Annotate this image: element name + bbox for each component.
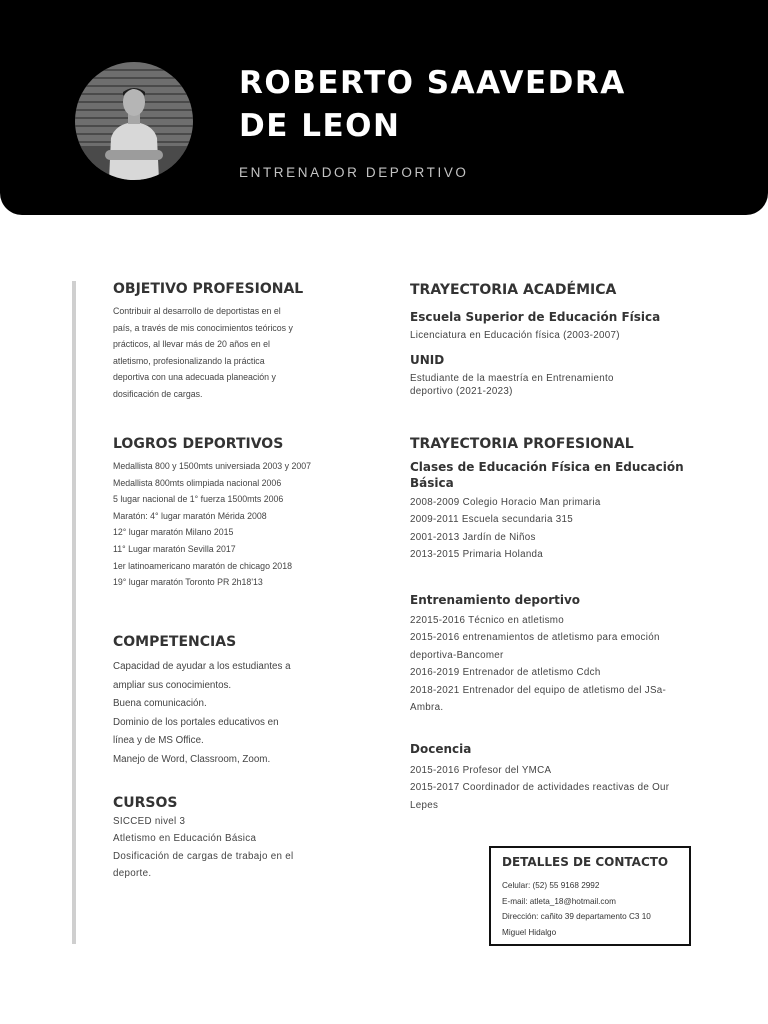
competencias-title: COMPETENCIAS	[113, 634, 237, 650]
entrenamiento-line: 2018-2021 Entrenador del equipo de atletismo del JSa-	[410, 684, 667, 696]
candidate-name	[239, 62, 626, 148]
clases-title-line: Básica	[410, 476, 454, 490]
academica-school-2: UNID	[410, 353, 445, 367]
competencia-line: Capacidad de ayudar a los estudiantes a	[113, 661, 291, 672]
academica-title: TRAYECTORIA ACADÉMICA	[410, 282, 617, 298]
objetivo-line: país, a través de mis conocimientos teóricos y	[113, 322, 293, 333]
logro-item: 12° lugar maratón Milano 2015	[113, 527, 234, 538]
curso-line: SICCED nivel 3	[113, 816, 186, 827]
job-title: ENTRENADOR DEPORTIVO	[239, 165, 469, 180]
cursos-title: CURSOS	[113, 795, 178, 811]
cursos-text	[113, 813, 294, 883]
competencia-line: Manejo de Word, Classroom, Zoom.	[113, 753, 271, 765]
entrenamiento-text	[410, 612, 666, 716]
logro-item: 19° lugar maratón Toronto PR 2h18'13	[113, 577, 263, 588]
logro-item: Medallista 800 y 1500mts universiada 2003 y 2007	[113, 461, 312, 471]
objetivo-line: deportiva con una adecuada planeación y	[113, 372, 276, 383]
clases-item: 2001-2013 Jardín de Niños	[410, 531, 536, 543]
objetivo-line: Contribuir al desarrollo de deportistas en el	[113, 306, 281, 316]
logro-item: 1er latinoamericano maratón de chicago 2018	[113, 560, 292, 571]
clases-item: 2008-2009 Colegio Horacio Man primaria	[410, 497, 601, 508]
entrenamiento-line: Ambra.	[410, 702, 444, 714]
vertical-divider	[72, 281, 76, 944]
school-2-line: deportivo (2021-2023)	[410, 386, 513, 397]
clases-list	[410, 494, 601, 564]
contacto-address: Dirección: cañito 39 departamento C3 10	[502, 912, 651, 922]
logros-title: LOGROS DEPORTIVOS	[113, 436, 284, 452]
docencia-line: 2015-2016 Profesor del YMCA	[410, 765, 552, 776]
competencia-line: línea y de MS Office.	[113, 735, 204, 746]
docencia-text	[410, 762, 669, 814]
objetivo-title: OBJETIVO PROFESIONAL	[113, 281, 304, 297]
competencias-text	[113, 658, 291, 769]
docencia-title: Docencia	[410, 742, 472, 756]
clases-item: 2009-2011 Escuela secundaria 315	[410, 514, 574, 526]
academica-school-1: Escuela Superior de Educación Física	[410, 310, 661, 324]
curso-line: Atletismo en Educación Básica	[113, 833, 257, 845]
contacto-email: E-mail: atleta_18@hotmail.com	[502, 896, 616, 906]
entrenamiento-line: 2015-2016 entrenamientos de atletismo para emoción	[410, 632, 660, 644]
header-banner	[0, 0, 768, 215]
logros-list	[113, 458, 311, 591]
objetivo-line: prácticos, al llevar más de 20 años en el	[113, 339, 270, 350]
logro-item: Medallista 800mts olimpiada nacional 2006	[113, 477, 282, 488]
curso-line: Dosificación de cargas de trabajo en el	[113, 850, 294, 862]
docencia-line: Lepes	[410, 799, 439, 811]
academica-school-2-detail	[410, 372, 614, 398]
docencia-line: 2015-2017 Coordinador de actividades reactivas de Our	[410, 782, 670, 794]
logro-item: 11° Lugar maratón Sevilla 2017	[113, 543, 236, 554]
objetivo-line: dosificación de cargas.	[113, 388, 203, 399]
objetivo-text	[113, 303, 293, 403]
objetivo-line: atletismo, profesionalizando la práctica	[113, 355, 265, 366]
profesional-title: TRAYECTORIA PROFESIONAL	[410, 436, 634, 452]
entrenamiento-line: 22015-2016 Técnico en atletismo	[410, 615, 564, 626]
school-2-line: Estudiante de la maestría en Entrenamiento	[410, 373, 614, 384]
contacto-list	[502, 878, 651, 941]
competencia-line: ampliar sus conocimientos.	[113, 679, 232, 691]
contacto-address-2: Miguel Hidalgo	[502, 928, 557, 938]
contact-box	[489, 846, 691, 946]
profile-photo	[75, 62, 193, 180]
contacto-phone: Celular: (52) 55 9168 2992	[502, 881, 600, 890]
contacto-title: DETALLES DE CONTACTO	[502, 855, 669, 869]
entrenamiento-line: 2016-2019 Entrenador de atletismo Cdch	[410, 667, 601, 679]
clases-item: 2013-2015 Primaria Holanda	[410, 549, 544, 561]
clases-title-line: Clases de Educación Física en Educación	[410, 460, 684, 474]
entrenamiento-line: deportiva-Bancomer	[410, 649, 504, 661]
name-line-2: DE LEON	[239, 108, 401, 144]
academica-school-1-detail: Licenciatura en Educación física (2003-2007)	[410, 330, 620, 341]
curso-line: deporte.	[113, 868, 152, 880]
entrenamiento-title: Entrenamiento deportivo	[410, 593, 581, 607]
logro-item: Maratón: 4° lugar maratón Mérida 2008	[113, 510, 267, 521]
logro-item: 5 lugar nacional de 1° fuerza 1500mts 2006	[113, 494, 284, 505]
name-line-1: ROBERTO SAAVEDRA	[239, 65, 626, 101]
clases-title	[410, 459, 684, 491]
competencia-line: Dominio de los portales educativos en	[113, 716, 279, 728]
competencia-line: Buena comunicación.	[113, 698, 207, 709]
